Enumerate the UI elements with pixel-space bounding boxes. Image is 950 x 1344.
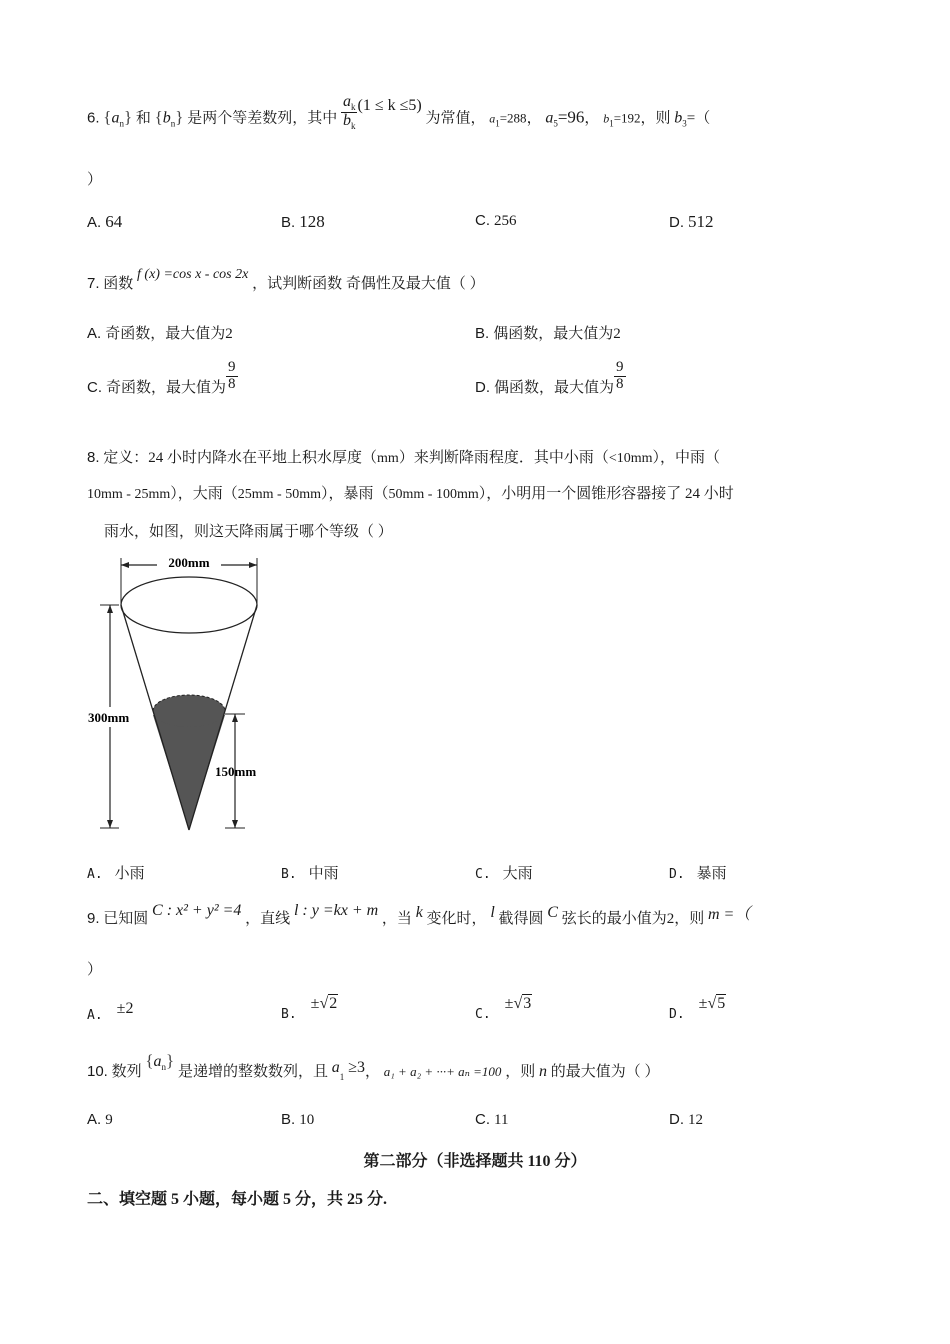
question-number: 9. [87,910,100,927]
option-value: 奇函数，最大值为2 [105,326,233,342]
stem-text: ，当 [381,911,412,927]
unit: mm [377,451,399,466]
option-label: A. [87,325,102,342]
stem-text: 数列 [111,1064,142,1080]
option-label: B. [281,867,297,882]
stem-text: 变化时， [426,911,487,927]
q9-option-c[interactable] [475,995,532,1022]
cone-figure [88,552,295,837]
option-label: B. [281,1007,297,1022]
arrow-right [249,562,257,568]
a1-condition: ≥3 [344,1059,366,1076]
brace-left: { [154,107,163,127]
q8-option-a[interactable] [87,862,145,883]
option-value: 256 [494,213,517,229]
sqrt-sign: √ [319,995,329,1012]
radicand: 2 [329,995,338,1012]
frac-bot-sub: k [350,121,356,132]
question-8-line2 [87,482,734,503]
frac-bot: 8 [228,375,236,392]
seq-sub: n [161,1062,167,1072]
q10-option-d[interactable] [669,1111,703,1129]
arrow-down [107,820,113,828]
b3: b [674,109,683,127]
option-value: 10 [299,1112,315,1128]
small-rain-range: <10mm [608,451,653,466]
question-6-stem [87,93,711,138]
line-equation: l : y =kx + m [293,902,379,919]
stem-text: ，则 [640,110,671,127]
top-width-label: 200mm [168,555,210,570]
option-label: C. [475,1111,490,1128]
option-value: 偶函数，最大值为2 [493,326,621,342]
q7-option-a[interactable] [87,322,233,343]
question-8-line3: 雨水，如图，则这天降雨属于哪个等级（ ） [104,524,393,540]
stem-text: ），中雨（ [652,450,721,466]
option-label: C. [475,212,490,229]
frac-bot: b [342,112,351,130]
brace-right: } [123,107,133,127]
stem-text: 的最大值为（ ） [550,1064,660,1080]
option-label: A. [87,214,102,231]
seq-a: a [111,109,120,127]
stem-text: ，则 [505,1064,536,1080]
frac-top: a [342,93,351,110]
q8-option-d[interactable] [669,862,727,883]
b1: b [603,111,610,126]
b3-value: =（ [686,110,711,127]
question-9-stem [87,902,751,928]
section-subtitle: 二、填空题 5 小题，每小题 5 分，共 25 分. [87,1191,388,1208]
question-7-stem [87,267,485,293]
stem-text: 已知圆 [103,911,149,927]
option-label: B. [475,325,490,342]
big-rain-range: 25mm - 50mm [237,487,321,502]
stem-text: 截得圆 [498,911,544,927]
question-9-close: ） [87,962,103,978]
q9-option-d[interactable] [669,995,726,1022]
arrow-up [107,605,113,613]
seq-b: b [162,109,171,127]
water-height-label: 150mm [215,764,257,779]
frac-top: 9 [616,359,624,375]
q8-option-b[interactable] [281,862,339,883]
plus-minus: ± [504,995,514,1012]
sqrt-sign: √ [513,995,523,1012]
q10-option-a[interactable] [87,1111,113,1129]
conj-text: 和 [135,110,151,127]
question-6-close: ） [87,172,103,188]
a1-value: =288 [499,110,527,126]
option-value: 11 [494,1112,509,1128]
option-label: D. [669,214,684,231]
brace-left: { [145,1051,154,1070]
seq-a: a [153,1053,162,1070]
brace-left: { [103,107,112,127]
q6-option-c[interactable] [475,212,517,230]
option-value: 9 [105,1112,113,1128]
radicand: 5 [717,995,726,1012]
condition: (1 ≤ k ≤5) [357,97,422,115]
stem-text: 是递增的整数数列，且 [177,1064,328,1080]
var-m: m =（ [707,906,751,923]
option-label: C. [87,378,102,396]
option-value: ±2 [116,1000,134,1017]
mid-rain-range: 10mm - 25mm [87,487,171,502]
var-c: C [547,904,558,921]
var-l: l [490,904,495,921]
question-10-stem [87,1051,660,1082]
plus-minus: ± [310,995,320,1012]
plus-minus: ± [698,995,708,1012]
option-value: 小雨 [114,866,145,882]
sum-equation: a₁ + a₂ + ···+ aₙ =100 [383,1064,502,1079]
frac-top: 9 [228,359,236,375]
q6-option-b[interactable] [281,212,325,232]
option-label: D. [475,378,490,396]
option-label: A. [87,867,103,882]
option-label: D. [669,1111,684,1128]
fraction [614,360,626,393]
seq-a-sub: n [119,118,124,129]
question-8-line1 [87,446,720,467]
stem-text: 为常值， [425,110,486,127]
q10-option-c[interactable] [475,1111,508,1129]
frac-bot: 8 [616,375,624,392]
q9-option-b[interactable] [281,995,338,1022]
fraction [226,360,238,393]
brace-right: } [166,1051,175,1070]
stem-text: 弦长的最小值为2，则 [561,911,705,927]
stem-text: 是两个等差数列，其中 [187,110,338,127]
stem-text: ），小明用一个圆锥形容器接了 24 小时 [478,486,734,502]
height-label: 300mm [88,710,130,725]
b1-value: =192 [613,110,641,126]
stem-text: ，试判断函数 奇偶性及最大值（ ） [252,276,485,292]
option-value: 中雨 [308,866,339,882]
function-formula: f (x) =cos x - cos 2x [137,267,249,282]
stem-text: ，直线 [245,911,291,927]
option-value: 奇函数，最大值为 [106,379,227,396]
separator: ， [365,1064,381,1080]
q10-option-b[interactable] [281,1111,314,1129]
q6-option-d[interactable] [669,212,714,232]
option-value: 暴雨 [696,866,727,882]
q7-option-c[interactable] [87,359,238,396]
arrow-up [232,714,238,722]
option-label: D. [669,867,685,882]
a1: a [331,1059,340,1076]
question-number: 6. [87,109,100,127]
option-label: A. [87,1008,103,1023]
q9-option-a[interactable] [87,1000,134,1023]
option-label: B. [281,1111,296,1128]
radicand: 3 [523,995,532,1012]
storm-range: 50mm - 100mm [388,487,479,502]
b3-sub: 3 [682,118,687,129]
cone-rim [121,577,257,633]
a1-sub: 1 [339,1072,345,1082]
a1-sub: 1 [495,118,500,129]
a5: a [545,109,554,127]
option-value: 64 [105,212,123,231]
arrow-down [232,820,238,828]
question-number: 7. [87,275,100,292]
stem-text: 定义：24 小时内降水在平地上积水厚度（ [103,450,378,466]
option-value: 128 [299,212,325,231]
option-label: C. [475,1007,491,1022]
option-value: 12 [688,1112,703,1128]
question-number: 8. [87,449,100,466]
brace-right: } [175,107,184,127]
option-value: 大雨 [502,866,533,882]
a5-sub: 5 [553,118,558,129]
stem-text: ），暴雨（ [320,486,389,502]
separator: ， [584,110,600,127]
option-label: B. [281,214,296,231]
stem-text: ）来判断降雨程度．其中小雨（ [398,450,609,466]
q8-option-c[interactable] [475,862,533,883]
q7-option-b[interactable] [475,322,621,343]
separator: ， [526,110,542,127]
seq-b-sub: n [170,118,176,129]
q7-option-d[interactable] [475,359,626,396]
arrow-left [121,562,129,568]
option-value: 偶函数，最大值为 [494,379,615,396]
option-label: D. [669,1007,685,1022]
a1: a [489,111,496,126]
q6-option-a[interactable] [87,212,122,232]
stem-text: 函数 [103,276,134,292]
section-title: 第二部分（非选择题共 110 分） [363,1153,587,1170]
var-k: k [415,904,423,921]
ratio-fraction [341,94,358,132]
var-n: n [538,1063,547,1080]
option-value: 512 [688,212,714,231]
sqrt-sign: √ [707,995,717,1012]
b1-sub: 1 [609,118,614,129]
circle-equation: C : x² + y² =4 [152,902,242,919]
frac-top-sub: k [350,102,356,112]
stem-text: ），大雨（ [170,486,238,502]
option-label: C. [475,867,491,882]
option-label: A. [87,1111,102,1128]
a5-value: =96 [557,107,585,127]
question-number: 10. [87,1063,108,1080]
